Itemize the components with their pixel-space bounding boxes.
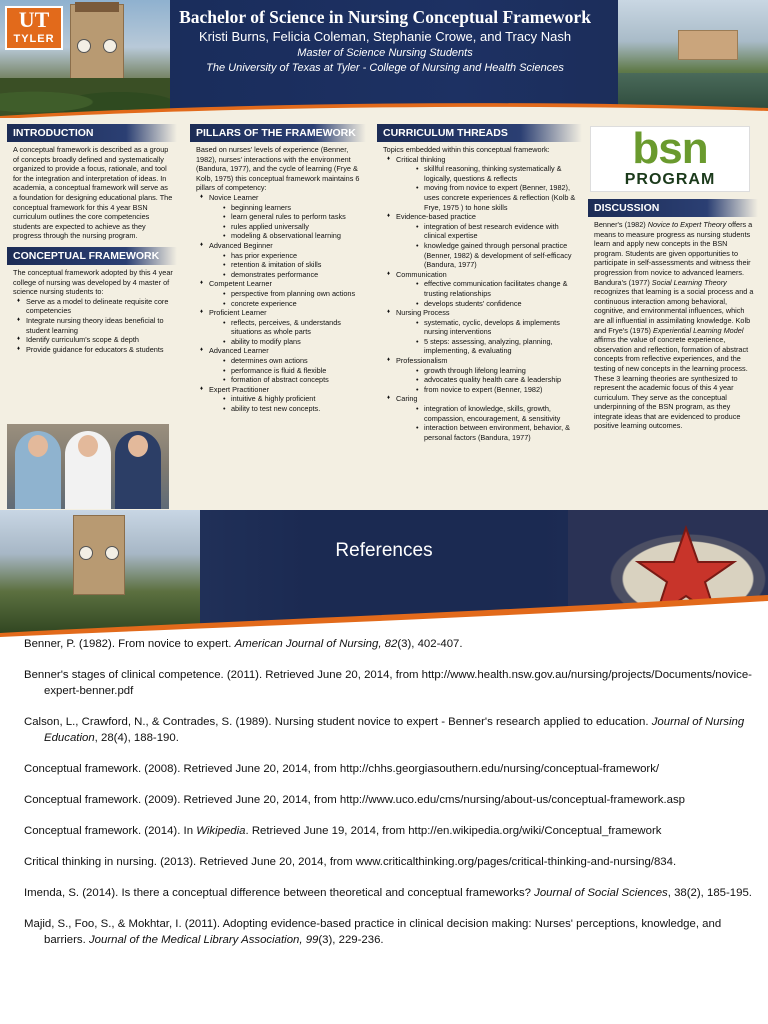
- framework-purpose-list: [7, 297, 177, 355]
- list-item: • 5 steps: assessing, analyzing, planning, implementing, & evaluating: [416, 337, 582, 356]
- pillar-item: [200, 308, 366, 346]
- thread-item: [387, 356, 582, 394]
- pillar-name: Novice Learner: [209, 192, 259, 202]
- thread-name: Caring: [396, 394, 418, 404]
- pillar-item: [200, 385, 366, 414]
- thread-name: Evidence-based practice: [396, 212, 476, 222]
- discussion-paragraph-2: Bandura's (1977) Social Learning Theory recognizes that learning is a social process and a continuous interaction among behavioral, cognitive, and environmental influences, which are all influential in assimilating knowledge. Kolb and Frye's (1975) Experiential Learning Model affirms the value of concrete experience, observation and reflection, formation of abstract concepts from reflective experiences, and the testing of new concepts in the learning process. These 3 learning theories are synthesized to represent the academic focus of this 4 year curriculum. They serve as the conceptual underpinning of the BSN program, as they integrate ideas that are evidenced to produce positive learning outcomes.: [594, 277, 754, 431]
- logo-word: TYLER: [13, 33, 55, 45]
- reference-entry: Critical thinking in nursing. (2013). Retrieved June 20, 2014, from www.criticalthinking.org/pages/critical-thinking-and-nursing/834.: [24, 856, 677, 868]
- thread-item: [387, 308, 582, 356]
- header-text: [150, 6, 620, 76]
- thread-name: Nursing Process: [396, 308, 450, 318]
- list-item: ♦ Identify curriculum's scope & depth: [17, 335, 177, 345]
- curriculum-heading: CURRICULUM THREADS: [377, 124, 582, 142]
- clock-icon: [103, 39, 117, 53]
- list-item: • concrete experience: [223, 299, 366, 309]
- bsn-mark: bsn: [632, 124, 708, 173]
- list-item: • advocates quality health care & leadership: [416, 375, 582, 385]
- reference-entry: Benner's stages of clinical competence. (2011). Retrieved June 20, 2014, from http://www.health.nsw.gov.au/nursing/projects/Documents/novice-expert-benner.pdf: [24, 669, 752, 697]
- list-item: • demonstrates performance: [223, 270, 366, 280]
- thread-item: [387, 212, 582, 270]
- bsn-program-logo: [590, 126, 750, 192]
- pillar-name: Advanced Learner: [209, 346, 269, 356]
- poster-title: Bachelor of Science in Nursing Conceptual Framework: [179, 7, 591, 27]
- clock-icon: [77, 39, 91, 53]
- list-item: • retention & imitation of skills: [223, 260, 366, 270]
- list-item: • growth through lifelong learning: [416, 366, 582, 376]
- list-item: • performance is fluid & flexible: [223, 366, 366, 376]
- list-item: • rules applied universally: [223, 222, 366, 232]
- list-item: • has prior experience: [223, 251, 366, 261]
- list-item: • beginning learners: [223, 203, 366, 213]
- list-item: • knowledge gained through personal practice (Benner, 1982) & development of self-efficacy (Bandura, 1977): [416, 241, 582, 270]
- thread-item: [387, 155, 582, 213]
- pillar-item: [200, 241, 366, 279]
- list-item: • formation of abstract concepts: [223, 375, 366, 385]
- list-item: • integration of knowledge, skills, growth, compassion, encouragement, & sensitivity: [416, 404, 582, 423]
- thread-name: Professionalism: [396, 356, 448, 366]
- list-item: • effective communication facilitates change & trusting relationships: [416, 279, 582, 298]
- list-item: • interaction between environment, behavior, & personal factors (Bandura, 1977): [416, 423, 582, 442]
- pillar-name: Advanced Beginner: [209, 240, 273, 250]
- reference-entry: Conceptual framework. (2008). Retrieved June 20, 2014, from http://chhs.georgiasouthern.edu/nursing/conceptual-framework/: [24, 763, 660, 775]
- pillar-name: Expert Practitioner: [209, 384, 270, 394]
- column-pillars: [190, 124, 366, 414]
- pillar-name: Proficient Learner: [209, 308, 267, 318]
- thread-item: [387, 394, 582, 442]
- reference-entry: Majid, S., Foo, S., & Mokhtar, I. (2011). Adopting evidence-based practice in clinical decision making: Nurses' perceptions, knowledge, and barriers. Journal of the Medical Library Association, 99(3), 229-236.: [24, 918, 722, 946]
- poster-institution: The University of Texas at Tyler - College of Nursing and Health Sciences: [206, 62, 564, 74]
- reference-entry: Conceptual framework. (2014). In Wikipedia. Retrieved June 19, 2014, from http://en.wikipedia.org/wiki/Conceptual_framework: [24, 825, 662, 837]
- bsn-word: PROGRAM: [624, 171, 716, 188]
- reference-entry: Calson, L., Crawford, N., & Contrades, S. (1989). Nursing student novice to expert - Benner's research applied to education. Journal of Nursing Education, 28(4), 188-190.: [24, 716, 745, 744]
- list-item: • intuitive & highly proficient: [223, 394, 366, 404]
- list-item: • from novice to expert (Benner, 1982): [416, 385, 582, 395]
- list-item: • perspective from planning own actions: [223, 289, 366, 299]
- curriculum-intro: Topics embedded within this conceptual framework:: [383, 145, 550, 154]
- list-item: • skillful reasoning, thinking systematically & logically, questions & reflects: [416, 164, 582, 183]
- list-item: • integration of best research evidence with clinical expertise: [416, 222, 582, 241]
- pillar-item: [200, 193, 366, 241]
- orange-swoosh: [0, 100, 768, 118]
- list-item: ♦ Integrate nursing theory ideas beneficial to student learning: [17, 316, 177, 335]
- conceptual-framework-text: The conceptual framework adopted by this 4 year college of nursing was developed by 4 master of science nursing students to:: [13, 267, 173, 297]
- reference-entry: Conceptual framework. (2009). Retrieved June 20, 2014, from http://www.uco.edu/cms/nursing/about-us/conceptual-framework.asp: [24, 794, 685, 806]
- conceptual-framework-heading: CONCEPTUAL FRAMEWORK: [7, 247, 177, 265]
- pillar-item: [200, 346, 366, 384]
- list-item: • ability to test new concepts.: [223, 404, 366, 414]
- ut-tyler-logo: [5, 6, 63, 50]
- pillars-list: [190, 193, 366, 414]
- list-item: • ability to modify plans: [223, 337, 366, 347]
- list-item: ♦ Provide guidance for educators & students: [17, 345, 177, 355]
- discussion-paragraph-1: Benner's (1982) Novice to Expert Theory offers a means to measure progress as nursing students learn and apply new concepts in the BSN program. Students are given opportunities to participate in self-assessments and witness their progression from novice to advanced learners.: [594, 220, 753, 277]
- pillar-item: [200, 279, 366, 308]
- list-item: • learn general rules to perform tasks: [223, 212, 366, 222]
- reference-entry: Imenda, S. (2014). Is there a conceptual difference between theoretical and conceptual frameworks? Journal of Social Sciences, 38(2), 185-195.: [24, 887, 752, 899]
- poster-subtitle: Master of Science Nursing Students: [297, 47, 473, 59]
- column-curriculum: [377, 124, 582, 442]
- curriculum-threads-list: [377, 155, 582, 443]
- list-item: • modeling & observational learning: [223, 231, 366, 241]
- thread-name: Communication: [396, 269, 447, 279]
- list-item: • determines own actions: [223, 356, 366, 366]
- introduction-text: A conceptual framework is described as a group of concepts broadly defined and systematically organized to provide a focus, rationale, and tool for the integration and interpretation of ideas. In academia, a conceptual framework will serve as a foundation for designing educational plans. The conceptual framework for this 4 year BSN curriculum outlines the core competencies students are expected to achieve as they progress through the nursing program.: [13, 145, 173, 241]
- introduction-heading: INTRODUCTION: [7, 124, 177, 142]
- pillar-name: Competent Learner: [209, 279, 272, 289]
- campus-building: [678, 30, 738, 60]
- list-item: • reflects, perceives, & understands situations as whole parts: [223, 318, 366, 337]
- references-list: [24, 636, 754, 963]
- references-title: References: [335, 540, 433, 561]
- poster-authors: Kristi Burns, Felicia Coleman, Stephanie Crowe, and Tracy Nash: [198, 29, 572, 44]
- poster-header: [0, 0, 768, 118]
- pillars-intro: Based on nurses' levels of experience (Benner, 1982), nurses' interactions with the environment (Bandura, 1977), and the cycle of learning (Frye & Kolb, 1975) this conceptual framework maintains 6 pillars of competency:: [196, 145, 360, 193]
- discussion-heading: DISCUSSION: [588, 199, 758, 217]
- list-item: • systematic, cyclic, develops & implements nursing interventions: [416, 318, 582, 337]
- list-item: • moving from novice to expert (Benner, 1982), uses concrete experiences & reflection (Kolb & Frye, 1975 ) to hone skills: [416, 183, 582, 212]
- pillars-heading: PILLARS OF THE FRAMEWORK: [190, 124, 366, 142]
- list-item: ♦ Serve as a model to delineate requisite core competencies: [17, 297, 177, 316]
- column-discussion: [588, 199, 758, 431]
- reference-entry: Benner, P. (1982). From novice to expert. American Journal of Nursing, 82(3), 402-407.: [24, 638, 463, 650]
- thread-name: Critical thinking: [396, 154, 446, 164]
- column-introduction: [7, 124, 177, 354]
- list-item: • develops students' confidence: [416, 299, 582, 309]
- logo-mark: UT: [18, 7, 50, 32]
- nurses-photo: [7, 424, 169, 509]
- thread-item: [387, 270, 582, 308]
